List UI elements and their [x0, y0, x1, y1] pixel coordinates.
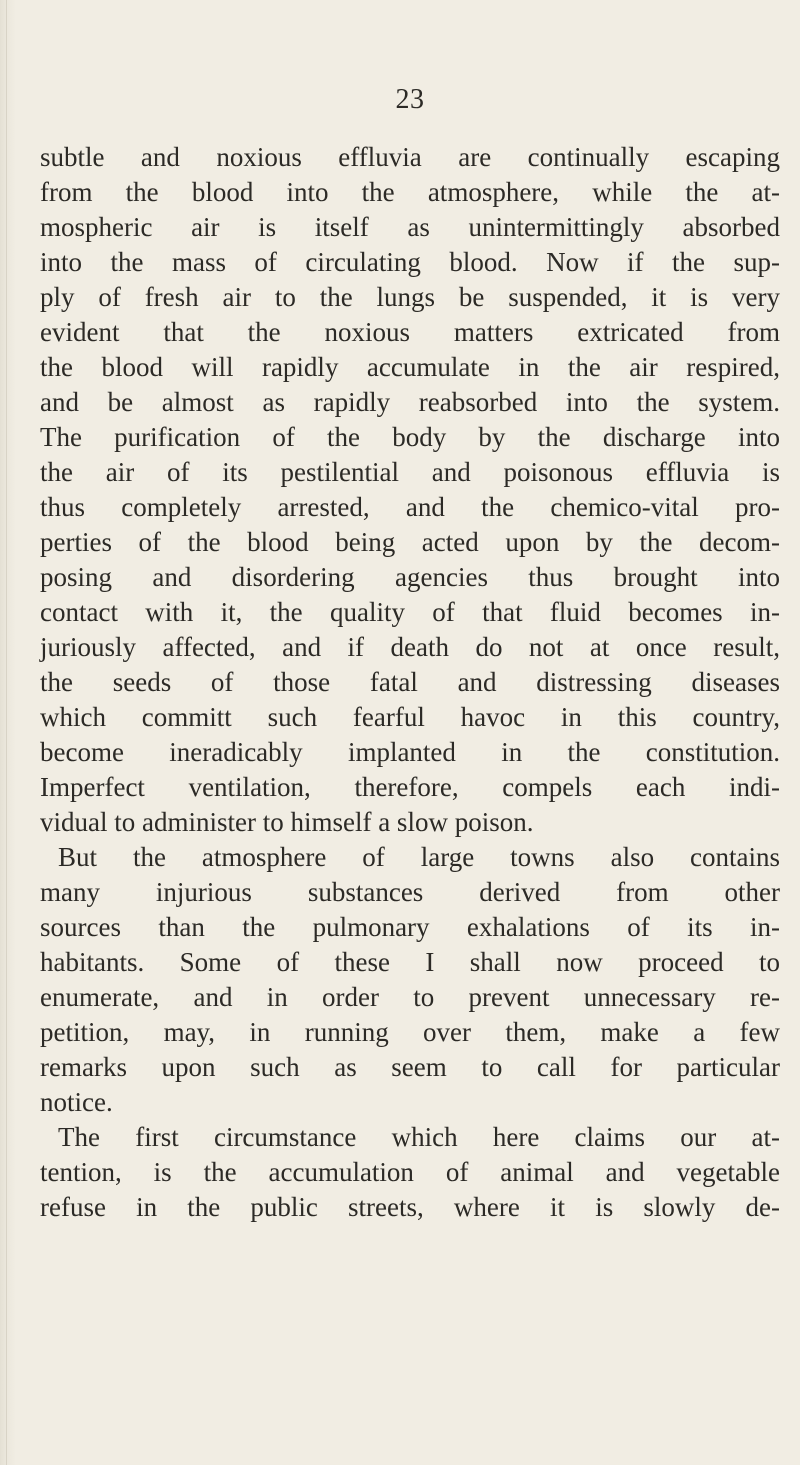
text-line: which committ such fearful havoc in this country,	[40, 702, 780, 732]
body-text	[40, 140, 780, 1225]
page-fold-line	[6, 0, 7, 1465]
text-line: the air of its pestilential and poisonous effluvia is	[40, 457, 780, 487]
text-line: notice.	[40, 1087, 113, 1117]
text-line: ply of fresh air to the lungs be suspended, it is very	[40, 282, 780, 312]
text-line: Imperfect ventilation, therefore, compels each indi-	[40, 772, 780, 802]
text-line: juriously affected, and if death do not at once result,	[40, 632, 780, 662]
text-line: mospheric air is itself as unintermittingly absorbed	[40, 212, 780, 242]
text-line: many injurious substances derived from other	[40, 877, 780, 907]
text-line: petition, may, in running over them, make a few	[40, 1017, 780, 1047]
text-line: the seeds of those fatal and distressing diseases	[40, 667, 780, 697]
text-line: habitants. Some of these I shall now proceed to	[40, 947, 780, 977]
text-line: become ineradicably implanted in the constitution.	[40, 737, 780, 767]
page-number: 23	[395, 84, 425, 115]
text-line: The purification of the body by the discharge into	[40, 422, 780, 452]
text-line: evident that the noxious matters extricated from	[40, 317, 780, 347]
text-line: and be almost as rapidly reabsorbed into the system.	[40, 387, 780, 417]
text-line: perties of the blood being acted upon by the decom-	[40, 527, 780, 557]
text-line: into the mass of circulating blood. Now if the sup-	[40, 247, 780, 277]
text-line: remarks upon such as seem to call for particular	[40, 1052, 780, 1082]
text-line: thus completely arrested, and the chemico-vital pro-	[40, 492, 780, 522]
text-line: refuse in the public streets, where it is slowly de-	[40, 1192, 780, 1222]
text-line: vidual to administer to himself a slow poison.	[40, 807, 534, 837]
page-edge	[0, 0, 16, 1465]
text-line: contact with it, the quality of that fluid becomes in-	[40, 597, 780, 627]
text-line: the blood will rapidly accumulate in the air respired,	[40, 352, 780, 382]
text-line: posing and disordering agencies thus brought into	[40, 562, 780, 592]
text-line: sources than the pulmonary exhalations of its in-	[40, 912, 780, 942]
text-line: But the atmosphere of large towns also contains	[58, 842, 780, 872]
text-line: from the blood into the atmosphere, while the at-	[40, 177, 780, 207]
text-line: enumerate, and in order to prevent unnecessary re-	[40, 982, 780, 1012]
text-line: tention, is the accumulation of animal and vegetable	[40, 1157, 780, 1187]
text-line: subtle and noxious effluvia are continually escaping	[40, 142, 780, 172]
text-line: The first circumstance which here claims our at-	[58, 1122, 780, 1152]
